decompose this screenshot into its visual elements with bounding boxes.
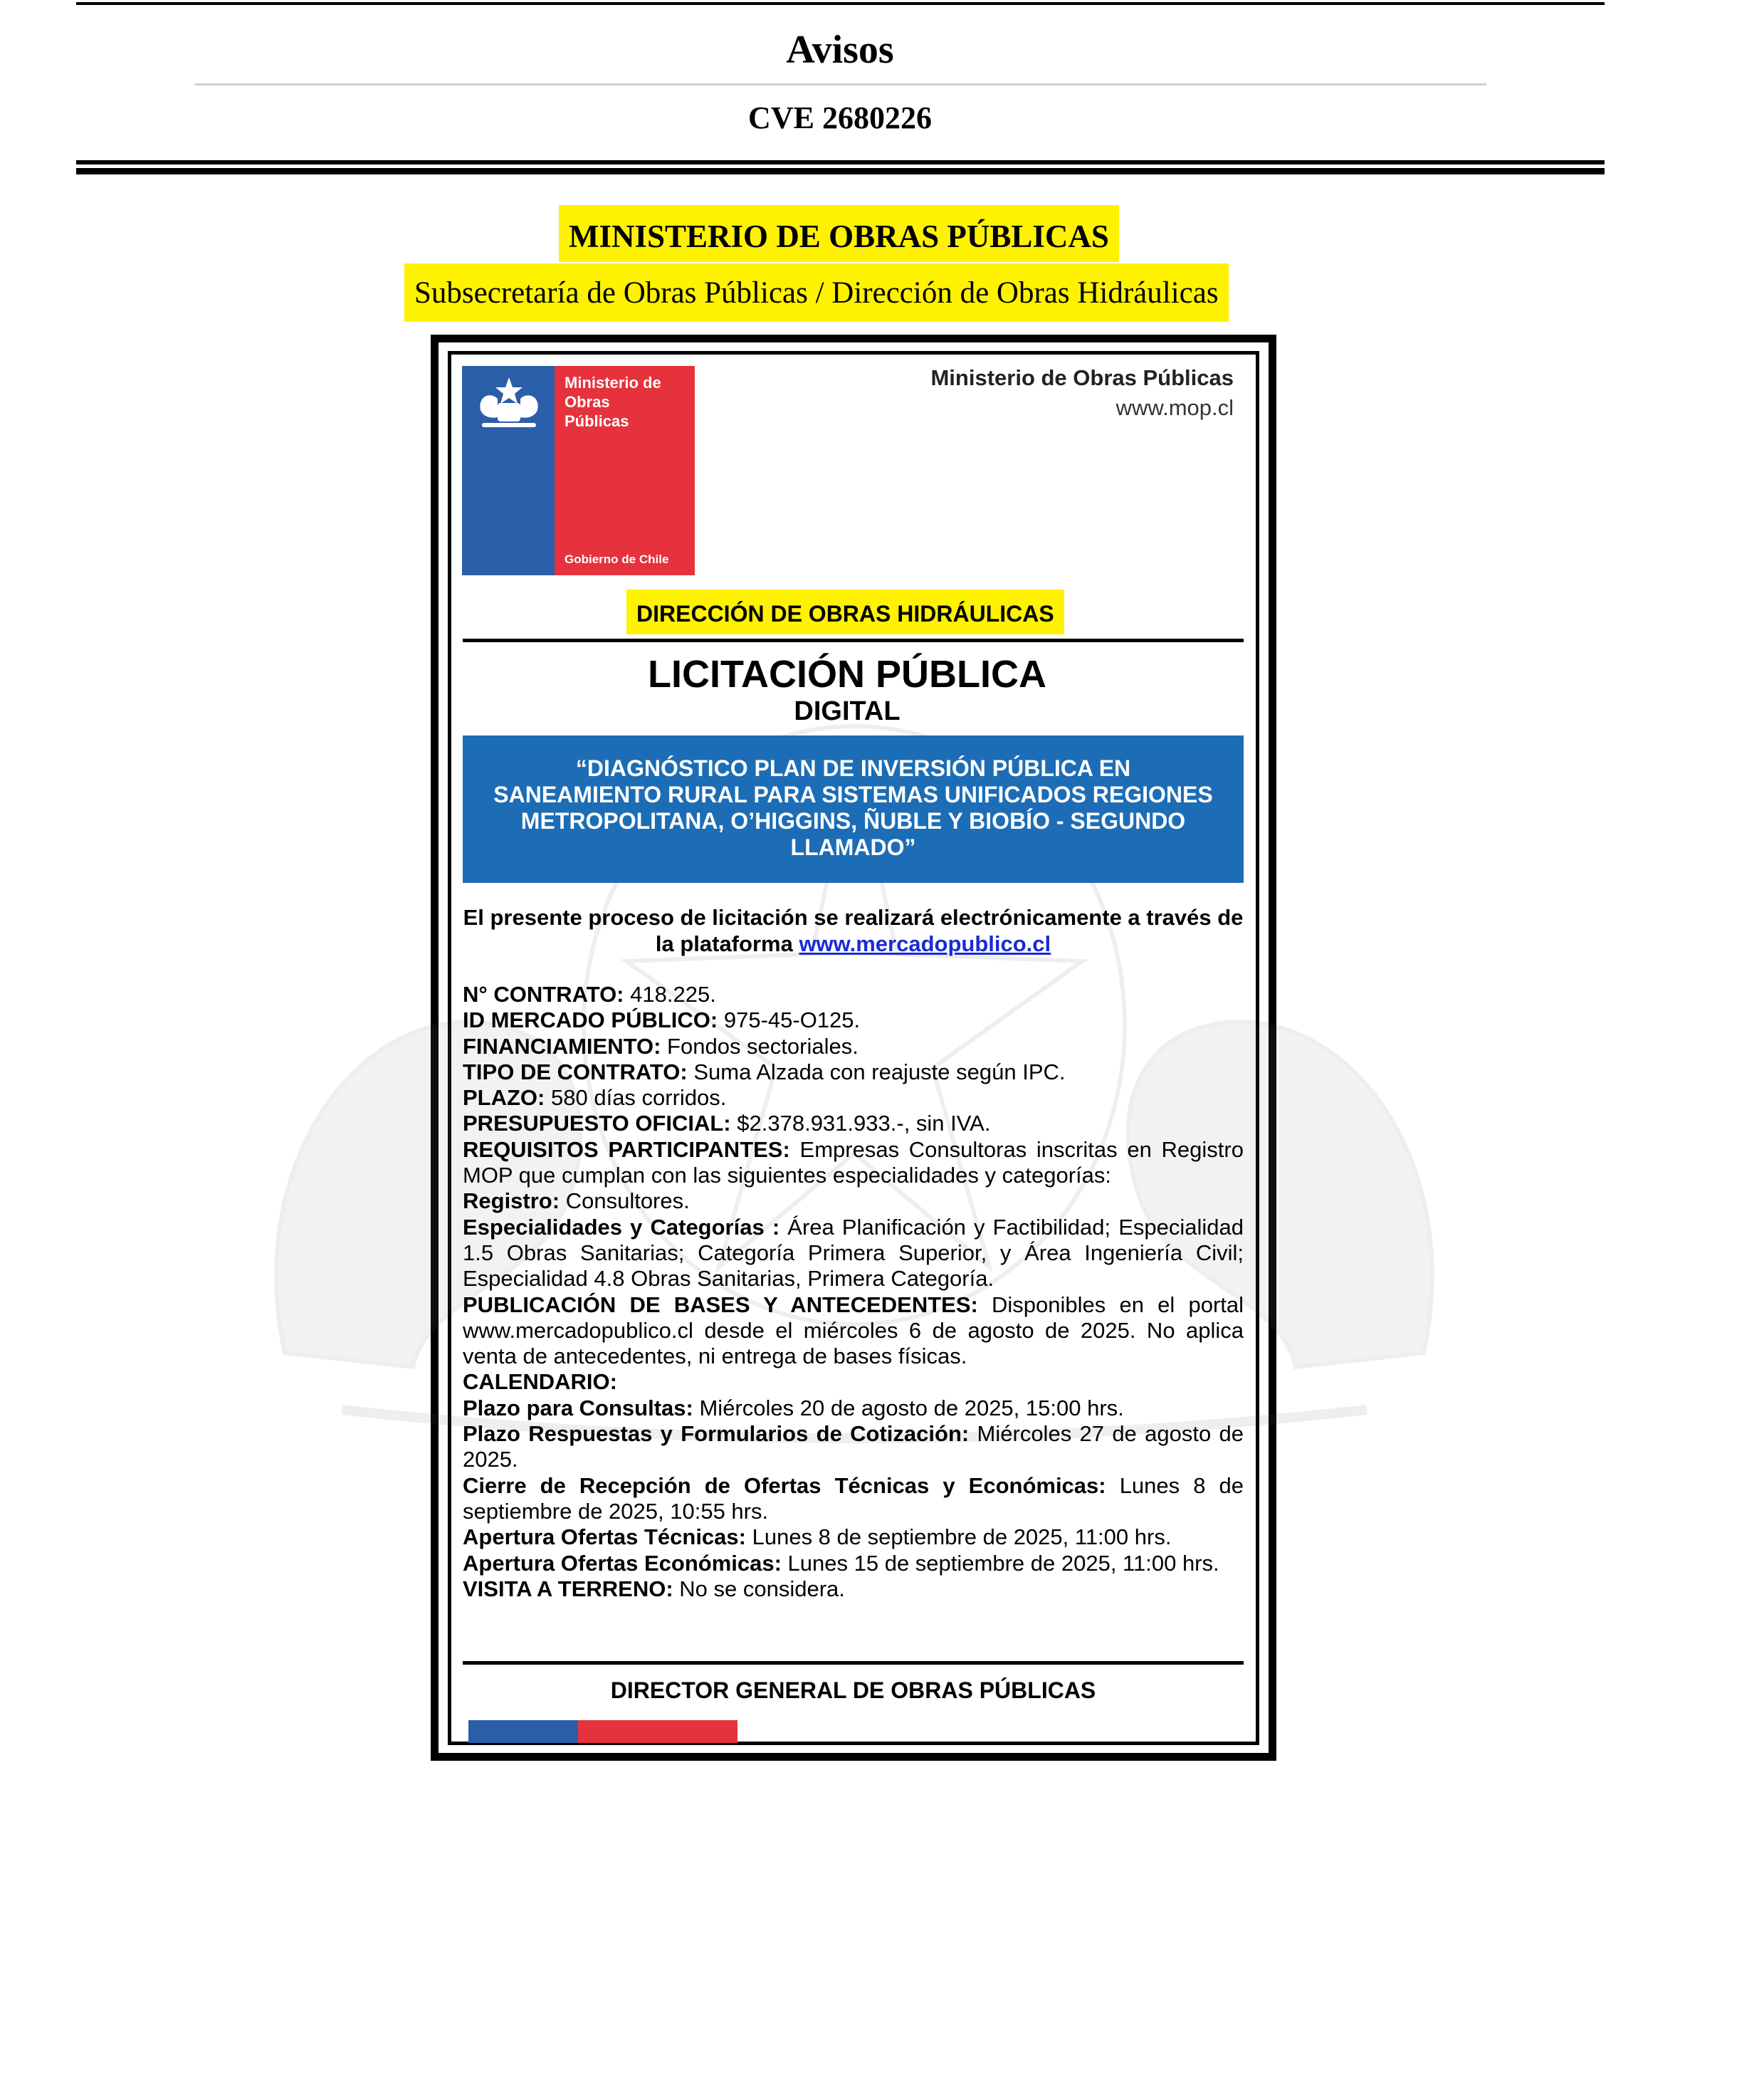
detail-value: Empresas Consultoras inscritas en Registro MOP que cumplan con las siguientes especialidades y categorías: <box>463 1136 1244 1188</box>
flag-stripe-blue <box>468 1720 578 1743</box>
detail-value: Consultores. <box>565 1188 690 1214</box>
detail-row <box>463 1085 1244 1111</box>
detail-label: Registro: <box>463 1188 560 1214</box>
logo-line-1: Ministerio de <box>565 374 661 392</box>
detail-label: FINANCIAMIENTO: <box>463 1033 661 1059</box>
contract-details <box>463 982 1244 1602</box>
detail-row <box>463 1137 1244 1189</box>
detail-value: Lunes 8 de septiembre de 2025, 11:00 hrs. <box>752 1524 1172 1550</box>
detail-label: PRESUPUESTO OFICIAL: <box>463 1111 731 1136</box>
detail-label: PLAZO: <box>463 1085 545 1111</box>
detail-row <box>463 1215 1244 1292</box>
signature-line: DIRECTOR GENERAL DE OBRAS PÚBLICAS <box>610 1677 1096 1703</box>
detail-label: Apertura Ofertas Técnicas: <box>463 1524 746 1550</box>
detail-label: Plazo Respuestas y Formularios de Cotización: <box>463 1421 970 1447</box>
detail-row <box>463 1473 1244 1525</box>
notice-title: LICITACIÓN PÚBLICA <box>648 653 1046 696</box>
logo-ministry-text <box>565 373 661 431</box>
detail-label: Cierre de Recepción de Ofertas Técnicas y Económicas: <box>463 1472 1106 1498</box>
detail-label: ID MERCADO PÚBLICO: <box>463 1007 718 1033</box>
detail-label: Plazo para Consultas: <box>463 1395 693 1420</box>
detail-label: TIPO DE CONTRATO: <box>463 1059 688 1084</box>
header-double-rule-bottom <box>76 168 1605 174</box>
project-title: “DIAGNÓSTICO PLAN DE INVERSIÓN PÚBLICA EN SANEAMIENTO RURAL PARA SISTEMAS UNIFICADOS REGIONES METROPOLITANA, O’HIGGINS, ÑUBLE Y BIOBÍO - SEGUNDO LLAMADO” <box>493 755 1213 860</box>
detail-label: REQUISITOS PARTICIPANTES: <box>463 1136 790 1162</box>
detail-label: VISITA A TERRENO: <box>463 1576 673 1601</box>
cve-code: CVE 2680226 <box>748 100 932 135</box>
notice-divider-top <box>463 639 1244 642</box>
detail-row <box>463 1034 1244 1059</box>
logo-gobierno-text: Gobierno de Chile <box>565 553 669 566</box>
intro-text: El presente proceso de licitación se realizará electrónicamente a través de la plataforma <box>463 905 1244 956</box>
detail-value: 975-45-O125. <box>723 1007 861 1033</box>
detail-row <box>463 1576 1244 1602</box>
directorate-label: DIRECCIÓN DE OBRAS HIDRÁULICAS <box>626 590 1064 634</box>
detail-value: No se considera. <box>679 1576 845 1601</box>
detail-row <box>463 1292 1244 1370</box>
detail-value: Disponibles en el portal www.mercadopublico.cl desde el miércoles 6 de agosto de 2025. No aplica venta de antecedentes, ni entrega de bases físicas. <box>463 1292 1244 1369</box>
detail-row <box>463 1396 1244 1421</box>
detail-label: Especialidades y Categorías : <box>463 1214 780 1240</box>
section-title: Avisos <box>786 28 894 72</box>
detail-value: Lunes 15 de septiembre de 2025, 11:00 hrs. <box>787 1550 1219 1576</box>
detail-value: Suma Alzada con reajuste según IPC. <box>693 1059 1066 1084</box>
detail-label: Apertura Ofertas Económicas: <box>463 1550 782 1576</box>
logo-line-2: Obras <box>565 393 610 411</box>
detail-row <box>463 1421 1244 1473</box>
mercadopublico-link[interactable]: www.mercadopublico.cl <box>799 931 1051 956</box>
mop-url: www.mop.cl <box>1115 395 1234 420</box>
notice-divider-bottom <box>463 1661 1244 1665</box>
mop-name: Ministerio de Obras Públicas <box>930 365 1234 390</box>
detail-row <box>463 982 1244 1007</box>
detail-row <box>463 1369 1244 1395</box>
chile-coat-of-arms-icon <box>476 375 542 431</box>
subsecretaria-heading: Subsecretaría de Obras Públicas / Dirección de Obras Hidráulicas <box>404 263 1229 322</box>
intro-paragraph <box>463 904 1244 957</box>
detail-row <box>463 1059 1244 1085</box>
title-divider <box>195 83 1486 85</box>
detail-label: PUBLICACIÓN DE BASES Y ANTECEDENTES: <box>463 1292 978 1317</box>
detail-value: $2.378.931.933.-, sin IVA. <box>737 1111 991 1136</box>
detail-label: N° CONTRATO: <box>463 982 624 1007</box>
gov-logo <box>462 366 695 575</box>
detail-row <box>463 1111 1244 1136</box>
detail-value: Miércoles 20 de agosto de 2025, 15:00 hrs. <box>699 1395 1124 1420</box>
detail-label: CALENDARIO: <box>463 1369 617 1395</box>
logo-line-3: Públicas <box>565 412 629 430</box>
detail-row <box>463 1524 1244 1550</box>
header-double-rule-top <box>76 160 1605 164</box>
detail-value: Miércoles 27 de agosto de 2025. <box>463 1421 1244 1472</box>
detail-value: Lunes 8 de septiembre de 2025, 10:55 hrs. <box>463 1472 1244 1524</box>
detail-value: 418.225. <box>630 982 716 1007</box>
flag-stripe-red <box>578 1720 737 1743</box>
detail-value: 580 días corridos. <box>551 1085 727 1111</box>
detail-row <box>463 1007 1244 1033</box>
detail-row <box>463 1551 1244 1576</box>
ministry-heading: MINISTERIO DE OBRAS PÚBLICAS <box>559 205 1119 262</box>
top-rule <box>76 2 1605 5</box>
notice-subtitle: DIGITAL <box>794 696 901 726</box>
detail-value: Fondos sectoriales. <box>667 1033 859 1059</box>
detail-row <box>463 1188 1244 1214</box>
project-title-box <box>463 735 1244 883</box>
detail-value: Área Planificación y Factibilidad; Especialidad 1.5 Obras Sanitarias; Categoría Primera Superior, y Área Ingeniería Civil; Especialidad 4.8 Obras Sanitarias, Primera Categoría. <box>463 1214 1244 1292</box>
